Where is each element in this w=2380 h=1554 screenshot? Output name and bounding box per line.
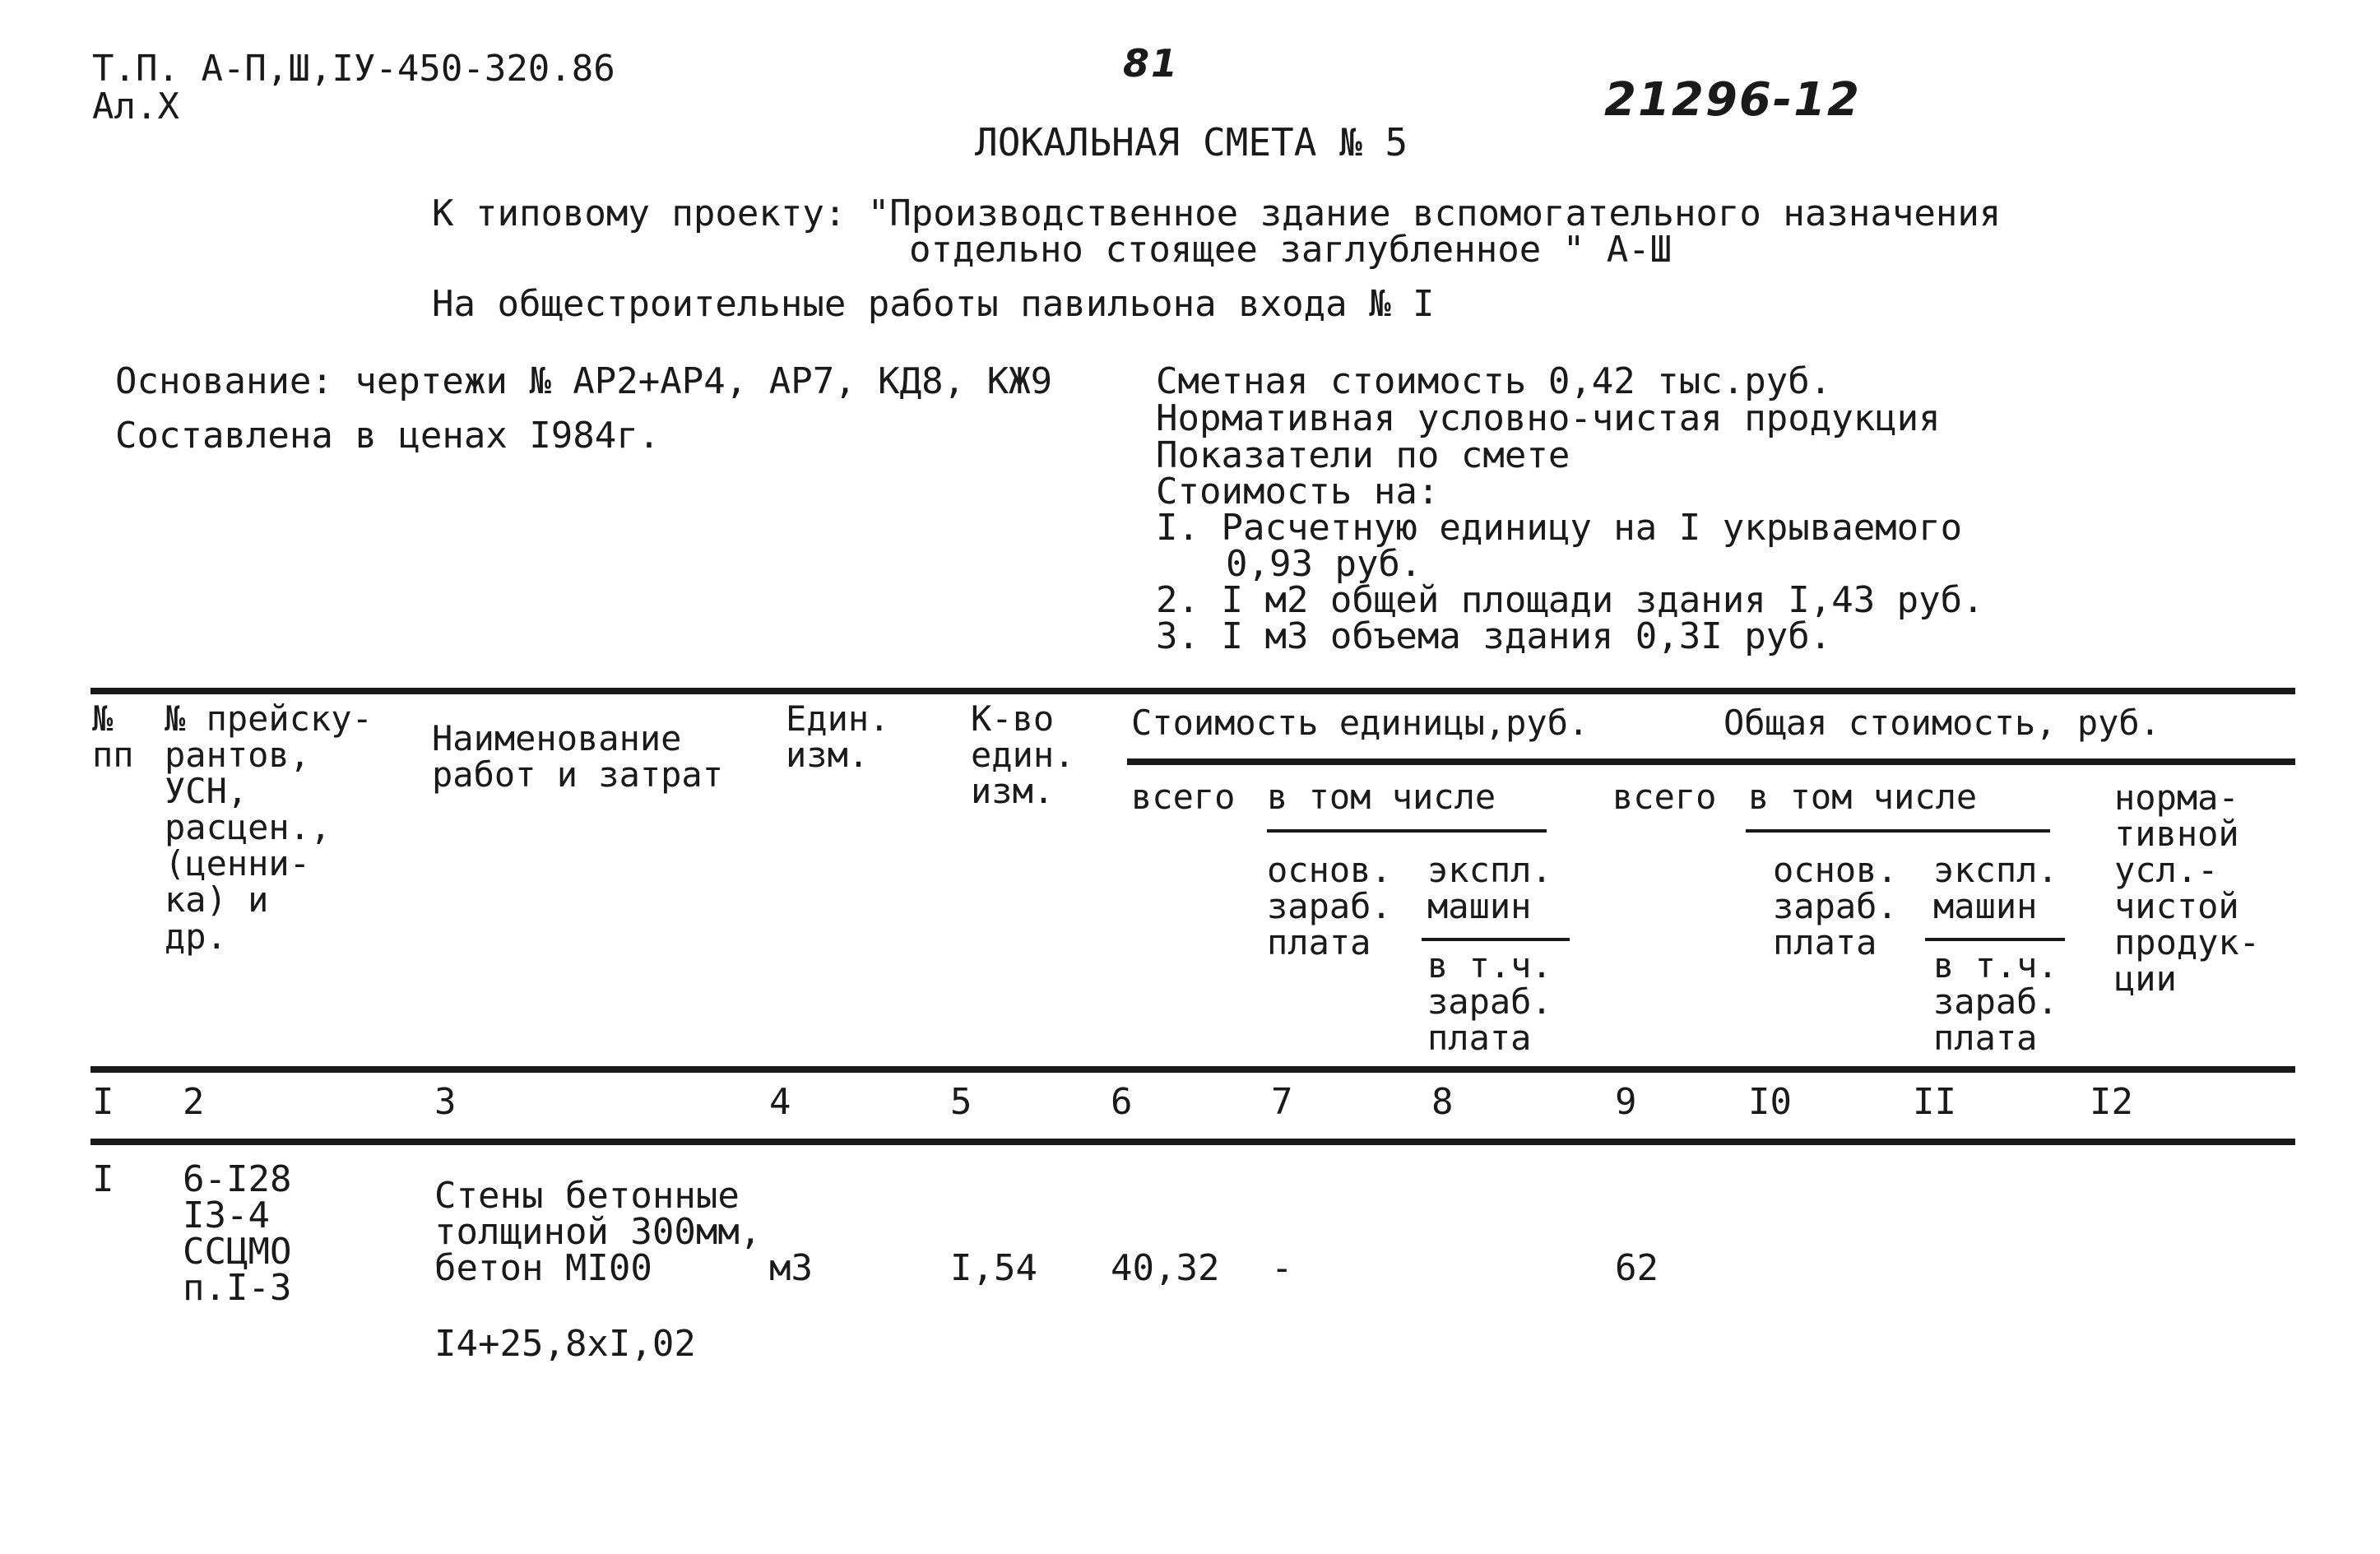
project-code: Т.П. А-П,Ш,IУ-450-320.86 [92, 48, 615, 90]
header-total-cost: Общая стоимость, руб. [1724, 703, 2161, 743]
cost-for: Стоимость на: [1156, 471, 1440, 513]
indicators-title: Показатели по смете [1156, 434, 1570, 476]
header-col-unit: Един. изм. [786, 698, 890, 776]
row-1-num: I [92, 1158, 114, 1200]
header-normative: норма- тивной усл.- чистой продук- ции [2114, 777, 2261, 1000]
header-unit-basic-wage: основ. зараб. плата [1267, 850, 1392, 963]
header-total-total: всего [1612, 777, 1717, 817]
header-col-num: № пп [92, 698, 134, 776]
header-bottom-rule [90, 1066, 2295, 1073]
basis-drawings: Основание: чертежи № АР2+АР4, АР7, КД8, КЖ9 [115, 360, 1053, 402]
colnum-6: 6 [1111, 1081, 1133, 1123]
header-unit-incl-wage: в т.ч. зараб. плата [1427, 945, 1552, 1059]
indicator-item-2: 2. I м2 общей площади здания I,43 руб. [1156, 579, 1984, 621]
row-1-unit-total: 40,32 [1111, 1247, 1220, 1289]
row-1-formula: I4+25,8хI,02 [434, 1323, 696, 1365]
header-unit-cost: Стоимость единицы,руб. [1131, 703, 1589, 743]
unit-incl-rule [1267, 829, 1547, 833]
indicator-item-1-value: 0,93 руб. [1226, 543, 1422, 585]
colnum-8: 8 [1431, 1081, 1454, 1123]
colnum-1: I [92, 1081, 114, 1123]
colnum-12: I2 [2090, 1081, 2133, 1123]
header-col-quantity: К-во един. изм. [971, 698, 1075, 812]
colnum-5: 5 [950, 1081, 972, 1123]
header-unit-machines: экспл. машин [1427, 850, 1552, 927]
row-1-unit-wage: - [1271, 1247, 1293, 1289]
header-col-name: Наименование работ и затрат [432, 718, 724, 796]
indicator-item-3: 3. I м3 объема здания 0,3I руб. [1156, 615, 1832, 657]
colnum-7: 7 [1271, 1081, 1293, 1123]
normative-product: Нормативная условно-чистая продукция [1156, 397, 1941, 439]
project-line-2: отдельно стоящее заглубленное " А-Ш [909, 229, 1672, 271]
row-1-total: 62 [1615, 1247, 1659, 1289]
header-unit-incl: в том числе [1267, 777, 1496, 817]
total-machines-rule [1925, 938, 2065, 941]
header-total-machines: экспл. машин [1933, 850, 2058, 927]
basis-prices: Составлена в ценах I984г. [115, 415, 661, 457]
colnum-bottom-rule [90, 1139, 2295, 1145]
colnum-10: I0 [1748, 1081, 1792, 1123]
works-line: На общестроительные работы павильона входа № I [432, 283, 1435, 325]
header-col-pricelist: № прейску- рантов, УСН, расцен., (ценни- ка) и др. [165, 698, 373, 957]
row-1-name: Стены бетонные толщиной 300мм, бетон МI00 [434, 1175, 762, 1289]
cost-header-rule [1127, 758, 2295, 765]
album-label: Ал.Х [92, 86, 179, 128]
document-title: ЛОКАЛЬНАЯ СМЕТА № 5 [975, 120, 1408, 165]
colnum-9: 9 [1615, 1081, 1637, 1123]
row-1-quantity: I,54 [950, 1247, 1037, 1289]
row-1-unit: м3 [769, 1247, 813, 1289]
header-total-incl: в том числе [1748, 777, 1978, 817]
header-total-incl-wage: в т.ч. зараб. плата [1933, 945, 2058, 1059]
project-line-1: К типовому проекту: "Производственное здание вспомогательного назначения [432, 193, 2002, 234]
table-top-rule [90, 688, 2295, 694]
colnum-11: II [1913, 1081, 1956, 1123]
colnum-2: 2 [183, 1081, 205, 1123]
handwritten-code: 21296-12 [1604, 73, 1861, 127]
colnum-3: 3 [434, 1081, 457, 1123]
page-number: 81 [1123, 41, 1180, 86]
indicator-item-1: I. Расчетную единицу на I укрываемого [1156, 507, 1963, 549]
colnum-4: 4 [769, 1081, 791, 1123]
header-total-basic-wage: основ. зараб. плата [1773, 850, 1898, 963]
row-1-pricelist: 6-I28 I3-4 ССЦМО п.I-3 [183, 1158, 292, 1309]
header-unit-total: всего [1131, 777, 1236, 817]
unit-machines-rule [1422, 938, 1570, 941]
estimated-cost: Сметная стоимость 0,42 тыс.руб. [1156, 360, 1832, 402]
total-incl-rule [1746, 829, 2050, 833]
